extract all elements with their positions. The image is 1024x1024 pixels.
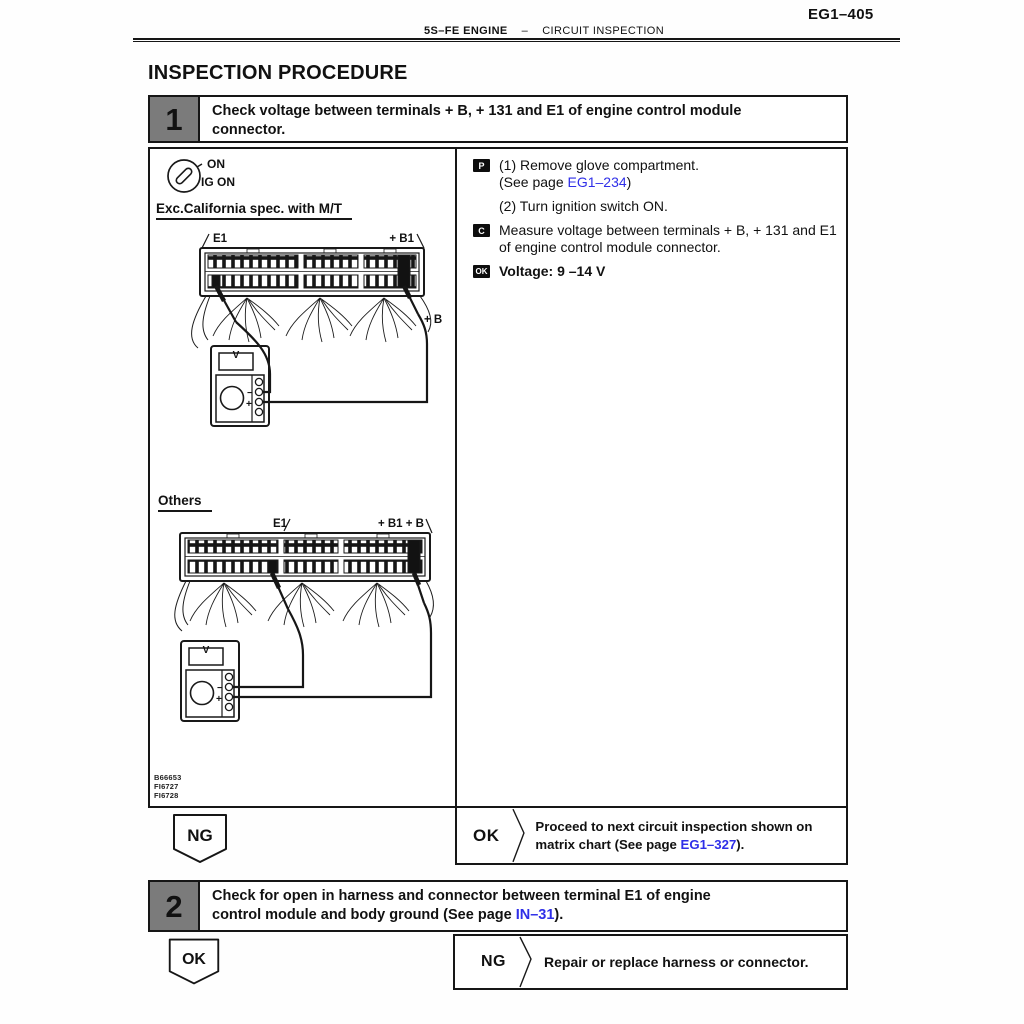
ok-badge-label: OK [182,950,206,968]
voltmeter [181,641,239,721]
page-link-eg1-327[interactable]: EG1–327 [680,836,737,852]
step2-ng-result [453,934,848,990]
check-badge: C [473,224,490,237]
ng-badge-label: NG [187,826,213,845]
procedure-item2: (2) Turn ignition switch ON. [499,198,668,215]
step2-number: 2 [150,882,200,930]
inspection-panel [148,147,848,808]
page-code: EG1–405 [808,6,874,23]
column-divider [455,149,457,806]
badge-spacer [473,200,490,213]
page-link-in-31[interactable]: IN–31 [515,906,555,923]
ok-branch-badge [166,936,222,988]
step1-ok-result [455,806,848,865]
prepare-badge: P [473,159,490,172]
procedure-item1-reference: (See page EG1–234) [499,174,632,191]
chapter-label: CIRCUIT INSPECTION [542,25,665,37]
diagram-column [150,149,455,806]
ignition-key-icon [164,155,206,197]
figure-codes: B66653 FI6727 FI6728 [154,773,182,800]
ok-result-text: Proceed to next circuit inspection shown on matrix chart (See page EG1–327). [535,819,813,852]
procedure-column [459,149,846,287]
step2-title: Check for open in harness and connector between terminal E1 of engine control module and body ground (See page IN–31). [212,888,711,923]
step1-header-box [148,95,848,143]
page-link-eg1-234[interactable]: EG1–234 [567,174,627,191]
terminal-e1-label: E1 [273,518,288,530]
wire-harness [175,581,434,631]
ng-branch-badge [170,812,230,866]
ng-result-text: Repair or replace harness or connector. [544,954,809,970]
header-rule [133,38,900,42]
procedure-item1: (1) Remove glove compartment. [499,157,699,173]
terminal-b-label: + B [424,314,443,326]
terminal-e1-label: E1 [213,233,228,245]
running-header: 5S–FE ENGINE – CIRCUIT INSPECTION [424,25,665,37]
test-probes [272,573,424,609]
step1-title: Check voltage between terminals + B, + 131 and E1 of engine control module connector. [212,103,742,138]
step1-number: 1 [150,97,200,141]
voltmeter-display: V [232,350,240,361]
voltmeter-display: V [202,645,210,656]
ok-spec-badge: OK [473,265,490,278]
ignition-igon-label: IG ON [201,175,236,189]
probe-wires [233,603,431,697]
plus-terminal-label: + [216,694,222,705]
terminal-b1b-label: + B1 + B [377,518,424,530]
step2-header-box [148,880,848,932]
ignition-on-label: ON [207,157,225,171]
wire-harness [192,296,431,348]
page-title: INSPECTION PROCEDURE [148,62,408,84]
chevron-right-icon [518,936,534,988]
minus-terminal-label: − [217,683,223,694]
ng-result-label: NG [481,953,506,970]
chevron-right-icon [510,808,528,863]
connector-diagram-others [152,515,455,767]
voltmeter [211,346,269,426]
diagram1-caption: Exc.California spec. with M/T [156,201,352,220]
connector-diagram-exc-california [152,228,455,480]
ok-result-label: OK [473,825,500,845]
engine-section-label: 5S–FE ENGINE [424,25,508,37]
minus-terminal-label: − [247,388,253,399]
measure-instruction: Measure voltage between terminals + B, + 131 and E1 of engine control module connector. [499,222,837,256]
diagram2-caption: Others [158,493,212,512]
plus-terminal-label: + [246,399,252,410]
voltage-spec: Voltage: 9 –14 V [499,263,606,280]
terminal-b1-label: + B1 [389,233,414,245]
